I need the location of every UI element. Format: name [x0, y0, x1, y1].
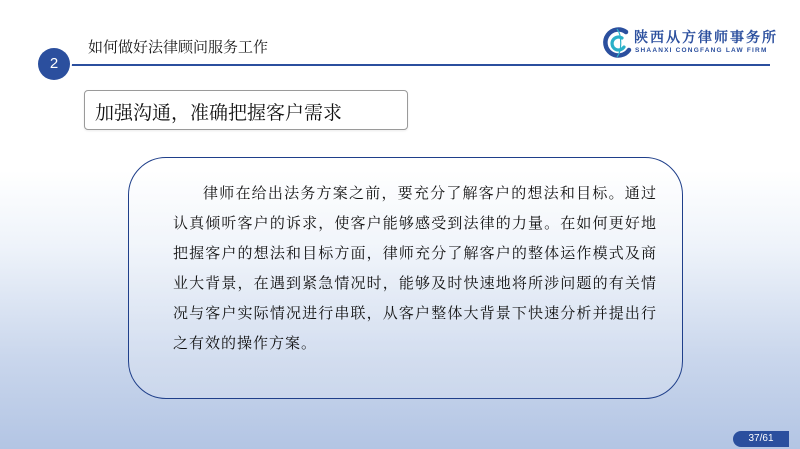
- section-number-badge: 2: [38, 48, 70, 80]
- slide-heading-box: [84, 90, 408, 130]
- page-indicator: 37/61: [733, 431, 789, 447]
- slide-heading: 加强沟通，准确把握客户需求: [95, 102, 343, 124]
- law-firm-logo: [600, 25, 778, 61]
- content-paragraph: 律师在给出法务方案之前，要充分了解客户的想法和目标。通过认真倾听客户的诉求，使客户能够感受到法律的力量。在如何更好地把握客户的想法和目标方面，律师充分了解客户的整体运作模式及商业大背景，在遇到紧急情况时，能够及时快速地将所涉问题的有关情况与客户实际情况进行串联，从客户整体大背景下快速分析并提出行之有效的操作方案。: [173, 184, 657, 352]
- law-firm-logo-icon: [600, 25, 636, 61]
- header-divider: [64, 64, 770, 66]
- content-panel: [128, 157, 683, 399]
- slide-section-title: 如何做好法律顾问服务工作: [88, 38, 269, 56]
- law-firm-name-cn: 陕西从方律师事务所: [634, 30, 778, 46]
- law-firm-name-en: SHAANXI CONGFANG LAW FIRM: [635, 47, 768, 54]
